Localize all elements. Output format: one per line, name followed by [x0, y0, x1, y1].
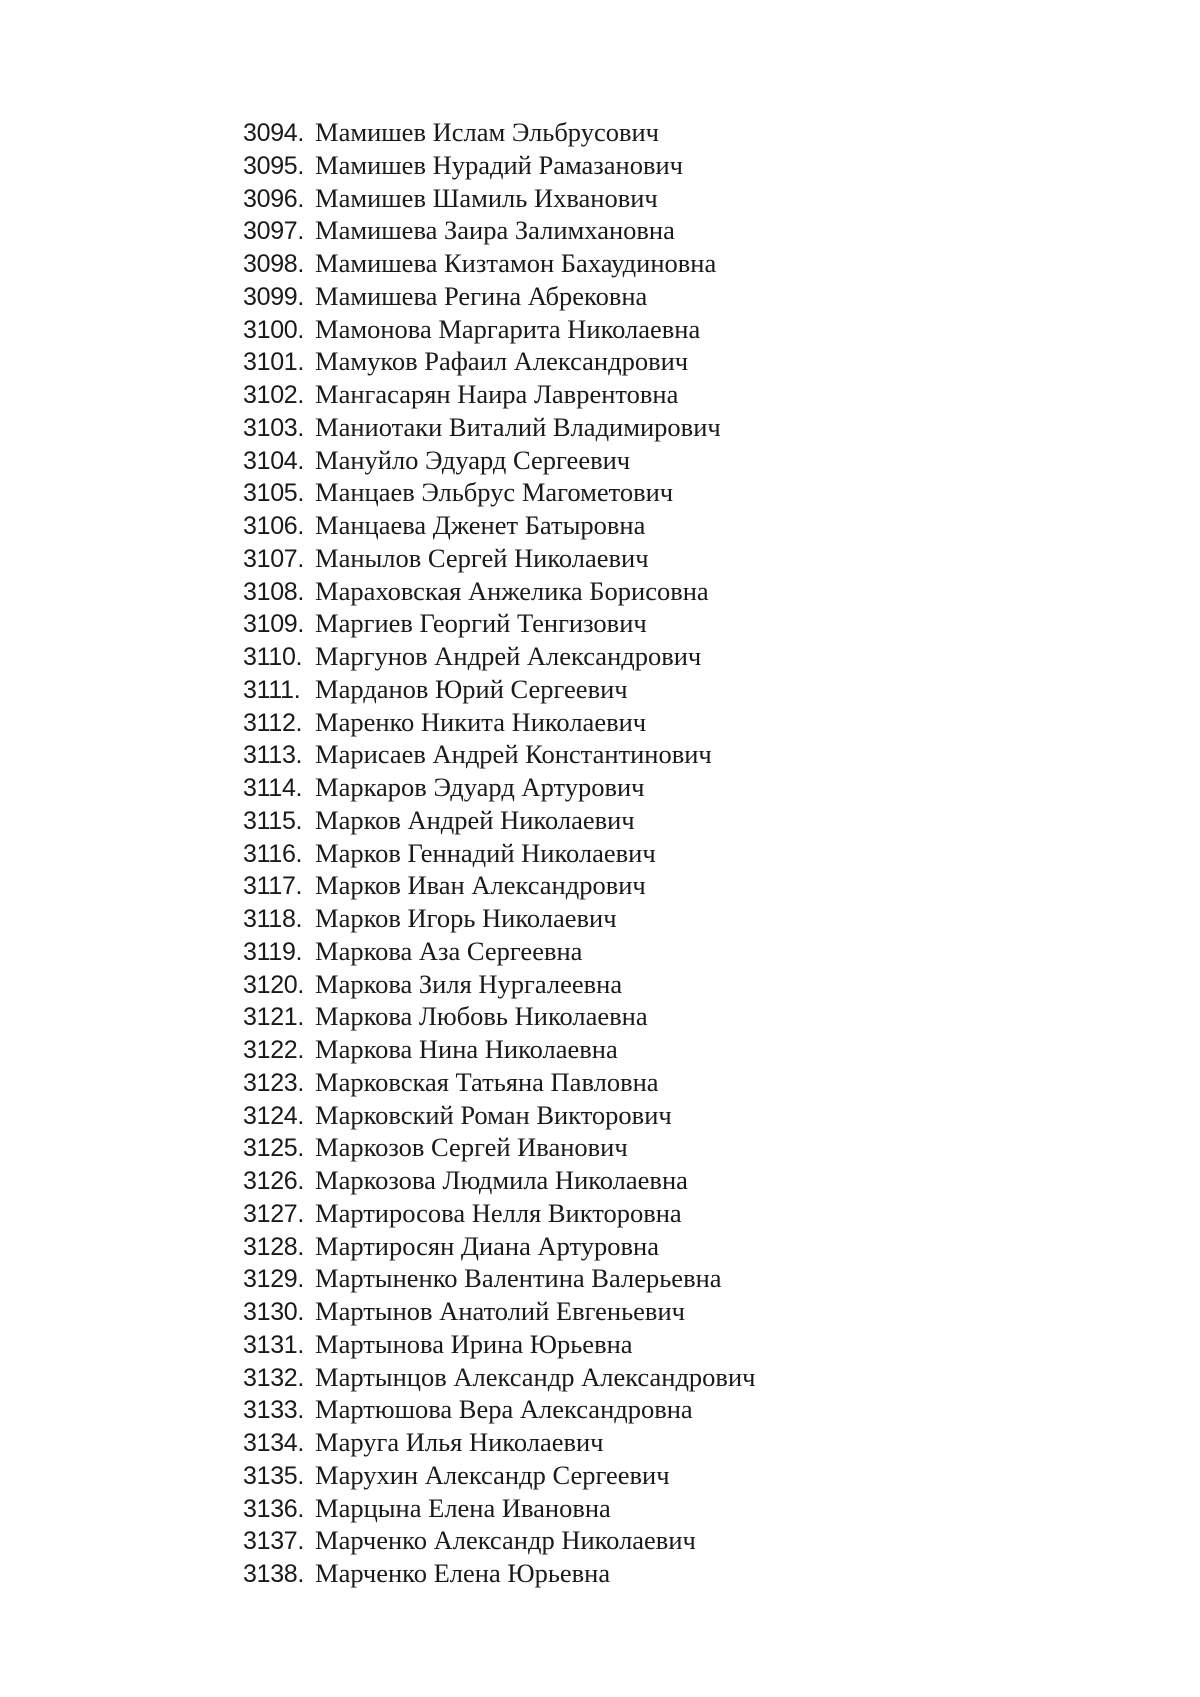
entry-name: Маргунов Андрей Александрович	[315, 641, 702, 671]
entry-number: 3134.	[243, 1429, 305, 1457]
entry-number: 3129.	[243, 1265, 305, 1294]
entry-number: 3125.	[243, 1134, 305, 1163]
entry-number: 3110.	[243, 643, 303, 671]
entry-number: 3106.	[243, 512, 305, 540]
entry-name: Маркозов Сергей Иванович	[315, 1132, 628, 1163]
list-item	[243, 1524, 755, 1557]
entry-name: Мамишев Нурадий Рамазанович	[315, 149, 683, 180]
list-item	[243, 378, 755, 411]
entry-name: Мамишева Кизтамон Бахаудиновна	[315, 248, 717, 278]
list-item	[243, 214, 755, 247]
entry-name: Мануйло Эдуард Сергеевич	[315, 444, 631, 475]
list-item	[243, 1328, 755, 1361]
entry-name: Маргиев Георгий Тенгизович	[315, 608, 647, 639]
entry-name: Марухин Александр Сергеевич	[315, 1459, 670, 1490]
list-item	[243, 1262, 755, 1295]
entry-name: Мартиросова Нелля Викторовна	[315, 1197, 682, 1228]
entry-number: 3099.	[243, 282, 305, 311]
list-item	[243, 280, 755, 313]
entry-number: 3104.	[243, 446, 305, 475]
entry-name: Маркозова Людмила Николаевна	[315, 1165, 688, 1195]
entry-name: Мамуков Рафаил Александрович	[315, 346, 689, 377]
list-item	[243, 182, 755, 215]
list-item	[243, 542, 755, 575]
list-item	[243, 869, 755, 902]
entry-number: 3135.	[243, 1461, 305, 1490]
entry-name: Марков Андрей Николаевич	[315, 804, 635, 835]
list-item	[243, 1557, 755, 1590]
entry-number: 3121.	[243, 1003, 305, 1032]
entry-name: Мартиросян Диана Артуровна	[315, 1230, 659, 1261]
entry-number: 3100.	[243, 315, 305, 344]
entry-number: 3123.	[243, 1068, 305, 1097]
entry-number: 3132.	[243, 1363, 305, 1392]
list-item	[243, 411, 755, 444]
entry-number: 3112.	[243, 708, 303, 737]
entry-name: Марков Геннадий Николаевич	[315, 837, 656, 868]
entry-name: Мамишева Заира Залимхановна	[315, 215, 675, 246]
entry-number: 3102.	[243, 381, 305, 409]
entry-name: Мартынов Анатолий Евгеньевич	[315, 1296, 685, 1326]
entry-number: 3113.	[243, 741, 303, 770]
entry-number: 3130.	[243, 1298, 305, 1326]
entry-name: Мартюшова Вера Александровна	[315, 1394, 693, 1425]
entry-name: Манцаев Эльбрус Магометович	[315, 477, 674, 508]
entry-name: Марченко Александр Николаевич	[315, 1525, 696, 1556]
list-item	[243, 673, 755, 706]
entry-number: 3103.	[243, 413, 305, 442]
entry-number: 3131.	[243, 1330, 305, 1359]
list-item	[243, 575, 755, 608]
entry-name: Мартынцов Александр Александрович	[315, 1361, 756, 1392]
entry-name: Марковский Роман Викторович	[315, 1099, 672, 1130]
entry-name: Маренко Никита Николаевич	[315, 706, 647, 737]
list-item	[243, 837, 755, 870]
entry-number: 3094.	[243, 119, 305, 147]
entry-name: Маниотаки Виталий Владимирович	[315, 411, 721, 442]
entry-name: Мараховская Анжелика Борисовна	[315, 575, 709, 606]
list-item	[243, 149, 755, 182]
list-item	[243, 1066, 755, 1099]
list-item	[243, 607, 755, 640]
entry-name: Марков Иван Александрович	[315, 870, 646, 901]
list-item	[243, 968, 755, 1001]
entry-name: Марданов Юрий Сергеевич	[315, 673, 628, 704]
entry-name: Маркова Аза Сергеевна	[315, 935, 583, 966]
entry-number: 3122.	[243, 1036, 305, 1064]
entry-number: 3126.	[243, 1167, 305, 1195]
list-item	[243, 476, 755, 509]
list-item	[243, 1426, 755, 1459]
list-item	[243, 345, 755, 378]
entry-number: 3098.	[243, 250, 305, 278]
entry-number: 3096.	[243, 184, 305, 213]
entry-name: Маркаров Эдуард Артурович	[315, 772, 645, 802]
list-item	[243, 1164, 755, 1197]
entry-number: 3095.	[243, 151, 305, 180]
entry-name: Маркова Нина Николаевна	[315, 1034, 618, 1064]
entry-name: Маркова Любовь Николаевна	[315, 1001, 648, 1032]
list-item	[243, 738, 755, 771]
list-item	[243, 444, 755, 477]
entry-number: 3108.	[243, 577, 305, 606]
entry-number: 3097.	[243, 217, 305, 246]
list-item	[243, 1361, 755, 1394]
entry-name: Мамишев Шамиль Ихванович	[315, 182, 658, 213]
entry-name: Мангасарян Наира Лаврентовна	[315, 379, 679, 409]
list-item	[243, 1230, 755, 1263]
name-list	[243, 116, 755, 1590]
entry-number: 3127.	[243, 1199, 305, 1228]
entry-name: Марченко Елена Юрьевна	[315, 1558, 611, 1588]
list-item	[243, 313, 755, 346]
entry-number: 3117.	[243, 872, 303, 901]
entry-name: Мартыненко Валентина Валерьевна	[315, 1263, 722, 1294]
entry-number: 3137.	[243, 1527, 305, 1556]
entry-number: 3105.	[243, 479, 305, 508]
list-item	[243, 935, 755, 968]
list-item	[243, 902, 755, 935]
entry-name: Марковская Татьяна Павловна	[315, 1066, 659, 1097]
list-item	[243, 706, 755, 739]
entry-name: Марисаев Андрей Константинович	[315, 739, 712, 770]
list-item	[243, 1131, 755, 1164]
entry-number: 3115.	[243, 806, 303, 835]
entry-number: 3136.	[243, 1494, 305, 1523]
entry-name: Мартынова Ирина Юрьевна	[315, 1328, 633, 1359]
entry-number: 3109.	[243, 610, 305, 639]
entry-number: 3120.	[243, 970, 305, 999]
list-item	[243, 116, 755, 149]
entry-number: 3107.	[243, 544, 305, 573]
list-item	[243, 804, 755, 837]
entry-name: Марков Игорь Николаевич	[315, 903, 617, 933]
list-item	[243, 509, 755, 542]
list-item	[243, 1459, 755, 1492]
entry-number: 3119.	[243, 937, 303, 966]
entry-number: 3114.	[243, 774, 303, 802]
entry-number: 3118.	[243, 905, 303, 933]
list-item	[243, 1197, 755, 1230]
list-item	[243, 247, 755, 280]
list-item	[243, 1033, 755, 1066]
entry-name: Манылов Сергей Николаевич	[315, 542, 649, 573]
entry-name: Мамишева Регина Абрековна	[315, 280, 648, 311]
list-item	[243, 771, 755, 804]
entry-number: 3111.	[243, 675, 301, 704]
entry-name: Маруга Илья Николаевич	[315, 1427, 604, 1457]
list-item	[243, 1393, 755, 1426]
entry-name: Маркова Зиля Нургалеевна	[315, 968, 623, 999]
list-item	[243, 1492, 755, 1525]
list-item	[243, 1099, 755, 1132]
entry-name: Мамонова Маргарита Николаевна	[315, 313, 701, 344]
entry-number: 3116.	[243, 839, 303, 868]
list-item	[243, 1000, 755, 1033]
list-item	[243, 1295, 755, 1328]
entry-number: 3138.	[243, 1560, 305, 1588]
entry-number: 3128.	[243, 1232, 305, 1261]
list-item	[243, 640, 755, 673]
entry-name: Мамишев Ислам Эльбрусович	[315, 117, 659, 147]
entry-number: 3133.	[243, 1396, 305, 1425]
entry-name: Марцына Елена Ивановна	[315, 1492, 611, 1523]
entry-number: 3124.	[243, 1101, 305, 1130]
entry-name: Манцаева Дженет Батыровна	[315, 510, 646, 540]
entry-number: 3101.	[243, 348, 305, 377]
